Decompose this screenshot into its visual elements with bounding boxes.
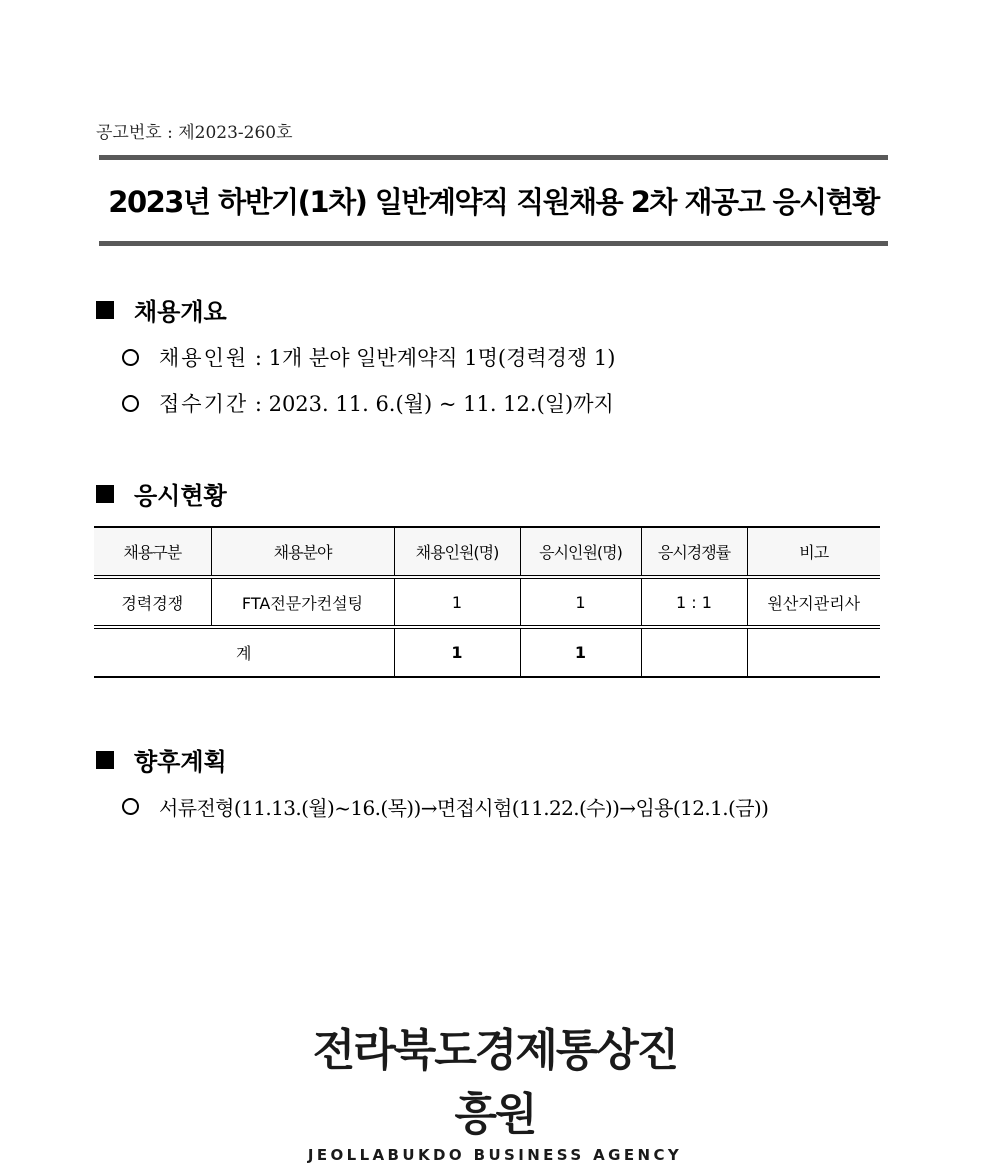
- section-status-title: 응시현황: [134, 481, 227, 510]
- circle-bullet-icon: [122, 395, 139, 412]
- overview-item-headcount: [122, 342, 615, 372]
- overview-item-value: : 1개 분야 일반계약직 1명(경력경쟁 1): [248, 346, 616, 370]
- overview-item-period: [122, 388, 614, 418]
- table-header-row: [94, 527, 880, 577]
- column-header: 응시경쟁률: [641, 527, 747, 577]
- table-cell: FTA전문가컨설팅: [211, 577, 394, 627]
- table-cell: 1: [394, 577, 520, 627]
- plan-item-schedule: [122, 792, 768, 821]
- circle-bullet-icon: [122, 349, 139, 366]
- column-header: 채용구분: [94, 527, 211, 577]
- total-ratio-cell: [641, 627, 747, 677]
- table-total-row: [94, 627, 880, 677]
- column-header: 비고: [747, 527, 880, 577]
- overview-item-label: 채용인원: [159, 346, 249, 370]
- organization-logo: [298, 1014, 692, 1164]
- total-label-cell: 계: [94, 627, 394, 677]
- total-hired-cell: 1: [394, 627, 520, 677]
- square-bullet-icon: [96, 301, 114, 319]
- column-header: 채용분야: [211, 527, 394, 577]
- document-title: 2023년 하반기(1차) 일반계약직 직원채용 2차 재공고 응시현황: [108, 185, 879, 219]
- square-bullet-icon: [96, 751, 114, 769]
- table-cell: 원산지관리사: [747, 577, 880, 627]
- title-rule-top: [99, 155, 888, 160]
- overview-item-label: 접수기간: [159, 392, 249, 416]
- notice-number: 공고번호 : 제2023-260호: [96, 123, 293, 143]
- organization-name-korean: 전라북도경제통상진흥원: [312, 1025, 678, 1140]
- organization-name-english: JEOLLABUKDO BUSINESS AGENCY: [307, 1146, 683, 1164]
- table-cell: 1: [520, 577, 641, 627]
- column-header: 채용인원(명): [394, 527, 520, 577]
- section-overview-heading: [96, 292, 227, 327]
- total-note-cell: [747, 627, 880, 677]
- title-rule-bottom: [99, 241, 888, 246]
- table-cell: 1 : 1: [641, 577, 747, 627]
- column-header: 응시인원(명): [520, 527, 641, 577]
- status-table: [94, 526, 880, 678]
- section-overview-title: 채용개요: [134, 297, 227, 326]
- table-cell: 경력경쟁: [94, 577, 211, 627]
- total-applicants-cell: 1: [520, 627, 641, 677]
- circle-bullet-icon: [122, 798, 139, 815]
- section-plan-heading: [96, 742, 227, 777]
- square-bullet-icon: [96, 485, 114, 503]
- overview-item-value: : 2023. 11. 6.(월) ~ 11. 12.(일)까지: [248, 392, 614, 416]
- plan-item-text: 서류전형(11.13.(월)~16.(목))→면접시험(11.22.(수))→임용(12.1.(금)): [159, 796, 769, 820]
- table-row: [94, 577, 880, 627]
- section-plan-title: 향후계획: [134, 747, 227, 776]
- section-status-heading: [96, 476, 227, 511]
